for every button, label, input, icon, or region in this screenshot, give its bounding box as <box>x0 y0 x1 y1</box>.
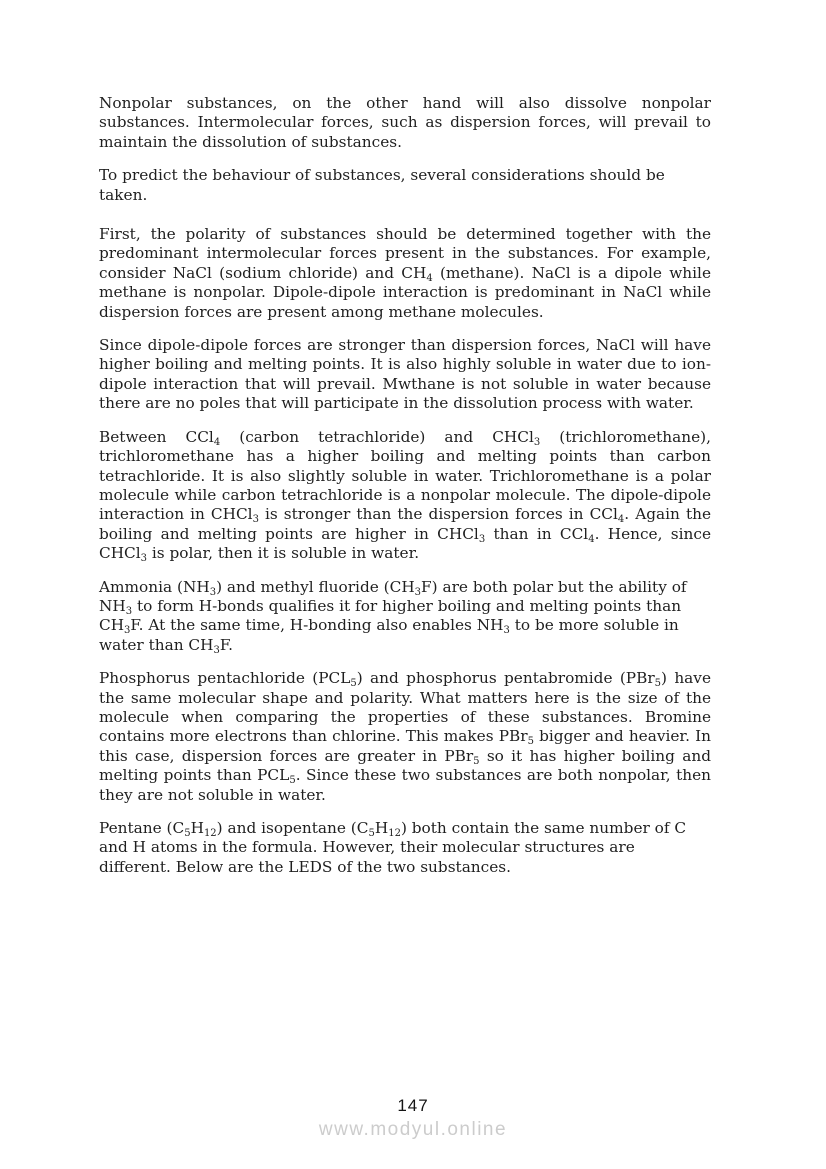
subscript: 3 <box>252 514 259 526</box>
paragraph-3: First, the polarity of substances should be determined together with the predominant intermolecular forces present in the substances. For example, consider NaCl (sodium chloride) and $CH_4$ (methane). NaCl is a dipole while methane is nonpolar. Dipole-dipole interaction is predominant in NaCl while dispersion forces are present among methane molecules. <box>99 225 711 321</box>
subscript: 3 <box>140 553 148 565</box>
subscript: 12 <box>388 828 401 839</box>
subscript: 3 <box>478 533 486 545</box>
paragraph-1: Nonpolar substances, on the other hand will also dissolve nonpolar substances. Intermolecular forces, such as dispersion forces, will prevail to maintain the dissolution of substances. <box>99 94 711 151</box>
subscript: 3 <box>414 586 422 598</box>
watermark-text: www.modyul.online <box>318 1119 508 1140</box>
subscript: 3 <box>533 436 541 448</box>
subscript: 12 <box>203 828 217 839</box>
subscript: 4 <box>617 514 625 526</box>
paragraph-7: Phosphorus pentachloride $(PCL_5)$ and phosphorus pentabromide (PBr$_5$) have the same molecular shape and polarity. What matters here is the size of the molecule when comparing the properties of these substances. Bromine contains more electrons than chlorine. This makes PBr$_5$ bigger and heavier. In this case, dispersion forces are greater in PBr$_5$ so it has higher boiling and melting points than $PCL_5$. Since these two substances are both nonpolar, then they are not soluble in water. <box>99 669 711 804</box>
subscript: 4 <box>588 533 595 545</box>
subscript: 3 <box>124 625 131 637</box>
paragraph-8: Pentane $(C_5H_{12})$ and isopentane $(C_5H_{12})$ both contain the same number of C and H atoms in the formula. However, their molecular structures are different. Below are the LEDS of the two substances. <box>99 819 687 876</box>
subscript: 5 <box>289 775 296 787</box>
page-content <box>99 94 711 891</box>
subscript: 3 <box>213 644 220 656</box>
paragraph-5: Between CCl$_4$ (carbon tetrachloride) and CHCl$_3$ (trichloromethane), trichloromethane has a higher boiling and melting points than carbon tetrachloride. It is also slightly soluble in water. Trichloromethane is a polar molecule while carbon tetrachloride is a nonpolar molecule. The dipole-dipole interaction in CHCl$_3$ is stronger than the dispersion forces in CCl$_4$. Again the boiling and melting points are higher in CHCl$_3$ than in CCl$_4$. Hence, since CHCl$_3$ is polar, then it is soluble in water. <box>99 427 712 565</box>
subscript: 4 <box>426 272 433 284</box>
paragraph-6: Ammonia $(NH_3)$ and methyl fluoride $(CH_3F)$ are both polar but the ability of $NH_3$ to form H-bonds qualifies it for higher boiling and melting points than $CH_3F$. At the same time, H-bonding also enables $NH_3$ to be more soluble in water than $CH_3F$. <box>99 577 687 656</box>
paragraph-4: Since dipole-dipole forces are stronger than dispersion forces, NaCl will have higher boiling and melting points. It is also highly soluble in water due to ion-dipole interaction that will prevail. Mwthane is not soluble in water because there are no poles that will participate in the dissolution process with water. <box>99 336 711 413</box>
paragraph-2: To predict the behaviour of substances, several considerations should be taken. <box>99 166 665 204</box>
subscript: 5 <box>368 828 375 839</box>
subscript: 5 <box>350 678 357 690</box>
subscript: 4 <box>213 436 221 448</box>
subscript: 5 <box>184 828 191 839</box>
subscript: 3 <box>209 586 217 598</box>
subscript: 5 <box>654 678 662 690</box>
subscript: 3 <box>125 605 133 617</box>
subscript: 3 <box>503 625 510 637</box>
page-number: 147 <box>397 1096 429 1115</box>
subscript: 5 <box>473 755 480 767</box>
subscript: 5 <box>527 736 534 748</box>
